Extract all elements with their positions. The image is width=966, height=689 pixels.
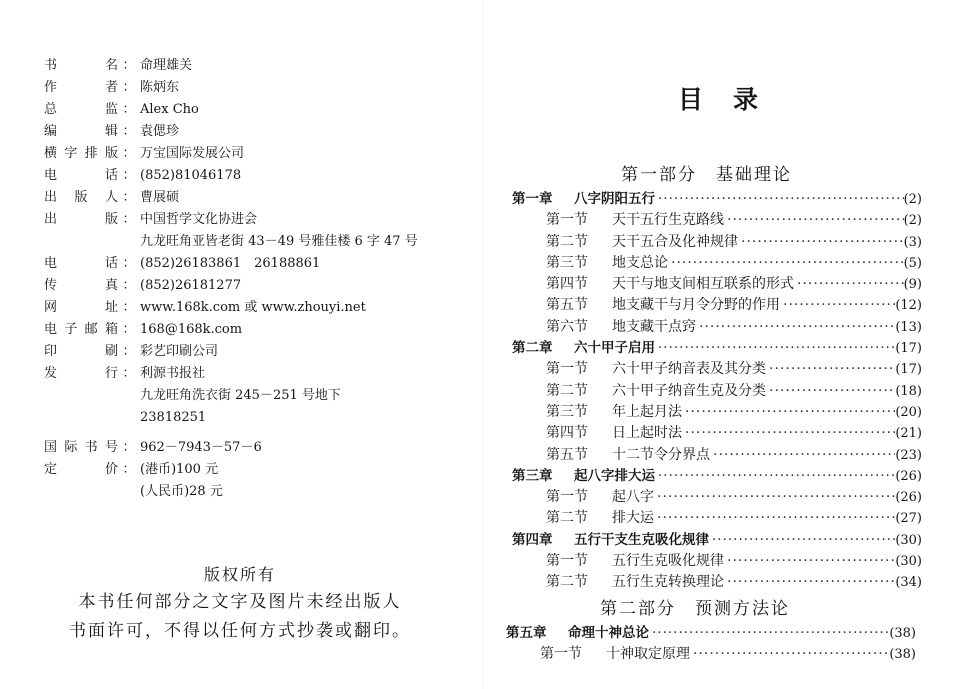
toc-entry-number: 第五章 <box>506 625 547 641</box>
toc-leader-dots <box>649 623 889 644</box>
toc-leader-dots <box>696 317 895 338</box>
colophon-row <box>44 77 464 99</box>
colophon-label: 印刷 <box>44 344 118 359</box>
toc-leader-dots <box>794 274 904 295</box>
colophon-list <box>44 55 464 503</box>
colophon-row <box>44 297 464 319</box>
toc-entry-title: 日上起时法 <box>612 425 682 442</box>
colophon-values <box>140 341 464 363</box>
toc-section-row <box>512 381 922 402</box>
toc-entry-title: 六十甲子启用 <box>574 340 655 357</box>
toc-entry-number: 第四节 <box>546 276 588 293</box>
toc-page-number: (26) <box>895 490 922 506</box>
colophon-values <box>140 165 464 187</box>
toc-page-number: (23) <box>895 447 922 463</box>
colophon-values <box>140 363 464 429</box>
colophon-value: 万宝国际发展公司 <box>140 146 245 161</box>
colophon-label: 出版人 <box>44 190 118 205</box>
colophon-value: 命理雄关 <box>140 58 193 73</box>
toc-part-1-entries <box>512 189 922 594</box>
copyright-line-2: 书面许可，不得以任何方式抄袭或翻印。 <box>69 621 411 641</box>
colophon-label: 横字排版 <box>44 146 118 161</box>
colophon-value: 利源书报社 <box>140 366 206 381</box>
toc-page-number: (21) <box>895 426 922 442</box>
toc-page-number: (12) <box>895 298 922 314</box>
colophon-label: 发行 <box>44 366 118 381</box>
toc-leader-dots <box>780 295 895 316</box>
toc-entry-number: 第二章 <box>512 340 553 357</box>
toc-entry-title: 六十甲子纳音生克及分类 <box>612 382 766 399</box>
colophon-values <box>140 275 464 297</box>
colophon-values <box>140 143 464 165</box>
toc-page-number: (9) <box>903 277 922 293</box>
colophon-label: 编辑 <box>44 124 118 139</box>
toc-chapter-row <box>512 338 922 359</box>
colophon-value: (852)26181277 <box>140 278 242 293</box>
toc-leader-dots <box>724 551 895 572</box>
toc-page-number: (2) <box>903 192 922 207</box>
colophon-values <box>140 55 464 77</box>
toc-section-row <box>512 359 922 380</box>
colophon-values <box>140 209 464 253</box>
toc-leader-dots <box>655 338 895 359</box>
toc-leader-dots <box>724 210 904 231</box>
colophon-label: 定价 <box>44 462 118 477</box>
toc-entry-number: 第一章 <box>512 191 553 207</box>
toc-entry-number: 第一节 <box>546 489 588 506</box>
colophon-colon: ： <box>122 366 136 381</box>
colophon-value: 彩艺印刷公司 <box>140 344 219 359</box>
colophon-value: (港币)100 元 <box>140 462 219 477</box>
colophon-label: 传真 <box>44 278 118 293</box>
toc-entry-title: 天干五合及化神规律 <box>612 233 738 250</box>
colophon-values <box>140 319 464 341</box>
colophon-row <box>44 187 464 209</box>
copyright-line-1: 本书任何部分之文字及图片未经出版人 <box>78 592 402 612</box>
colophon-label: 书名 <box>44 58 118 73</box>
toc-page-number: (17) <box>895 341 922 357</box>
toc-page-number: (27) <box>895 511 922 527</box>
toc-entry-number: 第六节 <box>546 318 588 335</box>
toc-section-row <box>512 210 922 231</box>
toc-page-number: (17) <box>895 362 922 378</box>
colophon-colon: ： <box>122 102 136 117</box>
toc-section-row <box>512 274 922 295</box>
toc-entry-number: 第五节 <box>546 446 588 463</box>
colophon-colon: ： <box>122 124 136 139</box>
colophon-value: Alex Cho <box>140 102 199 117</box>
colophon-values <box>140 121 464 143</box>
colophon-value: www.168k.com 或 www.zhouyi.net <box>140 300 366 315</box>
toc-entry-title: 命理十神总论 <box>568 625 649 641</box>
toc-page <box>483 0 966 689</box>
colophon-row <box>44 459 464 503</box>
colophon-value: 962－7943－57－6 <box>140 440 262 455</box>
colophon-colon: ： <box>122 146 136 161</box>
colophon-row <box>44 99 464 121</box>
toc-entry-title: 排大运 <box>612 510 654 527</box>
colophon-colon: ： <box>122 190 136 205</box>
toc-title: 目录 <box>678 85 789 114</box>
colophon-row <box>44 55 464 77</box>
colophon-values <box>140 187 464 209</box>
colophon-colon: ： <box>122 462 136 477</box>
colophon-colon: ： <box>122 58 136 73</box>
toc-leader-dots <box>655 189 904 210</box>
colophon-label: 电话 <box>44 168 118 183</box>
toc-entry-number: 第三节 <box>546 254 588 271</box>
colophon-colon: ： <box>122 80 136 95</box>
colophon-row <box>44 275 464 297</box>
toc-leader-dots <box>766 359 895 380</box>
toc-page-number: (5) <box>903 255 922 271</box>
toc-section-row <box>512 423 922 444</box>
toc-part-2-title: 第二部分 预测方法论 <box>600 599 790 619</box>
toc-section-row <box>512 445 922 466</box>
colophon-value: (852)81046178 <box>140 168 242 183</box>
toc-leader-dots <box>710 445 895 466</box>
toc-entry-title: 五行干支生克吸化规律 <box>574 531 709 548</box>
toc-entry-number: 第二节 <box>546 382 588 399</box>
toc-section-row <box>512 487 922 508</box>
toc-page-number: (38) <box>889 626 916 641</box>
toc-entry-title: 十二节令分界点 <box>612 446 710 463</box>
colophon-value: 袁偲珍 <box>140 124 180 139</box>
colophon-value: 中国哲学文化协进会 <box>140 212 258 227</box>
toc-page-number: (38) <box>889 647 916 663</box>
toc-entry-number: 第二节 <box>546 233 588 250</box>
toc-entry-title: 年上起月法 <box>612 403 682 420</box>
toc-entry-number: 第四节 <box>546 425 588 442</box>
toc-leader-dots <box>654 508 895 529</box>
toc-part-1-title: 第一部分 基础理论 <box>621 165 792 185</box>
colophon-colon: ： <box>122 256 136 271</box>
toc-section-row <box>512 508 922 529</box>
colophon-label: 网址 <box>44 300 118 315</box>
toc-page-number: (18) <box>895 383 922 399</box>
colophon-colon: ： <box>122 344 136 359</box>
colophon-row <box>44 165 464 187</box>
toc-page-number: (26) <box>895 468 922 484</box>
toc-leader-dots <box>682 423 895 444</box>
colophon-value: (852)26183861 26188861 <box>140 256 321 271</box>
toc-section-row <box>512 402 922 423</box>
colophon-label: 国际书号 <box>44 440 118 455</box>
colophon-value: 九龙旺角洗衣街 245－251 号地下 <box>140 388 341 403</box>
colophon-value: (人民币)28 元 <box>140 484 223 499</box>
toc-page-number: (3) <box>903 234 922 250</box>
toc-leader-dots <box>690 644 889 665</box>
toc-leader-dots <box>655 466 895 487</box>
colophon-row <box>44 121 464 143</box>
toc-entry-number: 第一节 <box>546 361 588 378</box>
toc-section-row <box>512 551 922 572</box>
toc-entry-number: 第三节 <box>546 403 588 420</box>
toc-entry-title: 六十甲子纳音表及其分类 <box>612 361 766 378</box>
colophon-row <box>44 341 464 363</box>
colophon-colon: ： <box>122 278 136 293</box>
toc-chapter-row <box>506 623 916 644</box>
colophon-row <box>44 253 464 275</box>
colophon-colon: ： <box>122 212 136 227</box>
colophon-colon: ： <box>122 168 136 183</box>
colophon-row <box>44 363 464 429</box>
copyright-title: 版权所有 <box>203 565 276 584</box>
toc-page-number: (30) <box>895 554 922 570</box>
toc-section-row <box>512 253 922 274</box>
colophon-values <box>140 459 464 503</box>
colophon-value: 168@168k.com <box>140 322 243 337</box>
colophon-values <box>140 99 464 121</box>
toc-entry-number: 第二节 <box>546 510 588 527</box>
colophon-values <box>140 77 464 99</box>
colophon-values <box>140 297 464 319</box>
toc-page-number: (20) <box>895 404 922 420</box>
toc-leader-dots <box>766 381 895 402</box>
colophon-value: 23818251 <box>140 410 207 425</box>
toc-leader-dots <box>682 402 895 423</box>
toc-section-row <box>512 572 922 593</box>
toc-entry-title: 天干与地支间相互联系的形式 <box>612 276 794 293</box>
toc-leader-dots <box>738 232 904 253</box>
toc-entry-title: 八字阴阳五行 <box>574 191 655 207</box>
toc-entry-number: 第三章 <box>512 467 553 484</box>
toc-leader-dots <box>724 572 895 593</box>
colophon-label: 作者 <box>44 80 118 95</box>
colophon-label: 电子邮箱 <box>44 322 118 337</box>
toc-entry-number: 第四章 <box>512 531 553 548</box>
toc-entry-number: 第五节 <box>546 297 588 314</box>
toc-chapter-row <box>512 466 922 487</box>
toc-section-row <box>506 644 916 665</box>
toc-entry-number: 第一节 <box>546 553 588 570</box>
toc-page-number: (30) <box>895 532 922 548</box>
toc-entry-number: 第一节 <box>546 212 588 229</box>
colophon-label: 总监 <box>44 102 118 117</box>
toc-entry-number: 第二节 <box>546 574 588 591</box>
colophon-row <box>44 143 464 165</box>
toc-entry-title: 五行生克转换理论 <box>612 574 724 591</box>
colophon-colon: ： <box>122 440 136 455</box>
toc-section-row <box>512 232 922 253</box>
colophon-label: 出版 <box>44 212 118 227</box>
colophon-label: 电话 <box>44 256 118 271</box>
toc-page-number: (2) <box>903 213 922 229</box>
colophon-colon: ： <box>122 300 136 315</box>
colophon-value: 曹展硕 <box>140 190 180 205</box>
toc-leader-dots <box>668 253 904 274</box>
colophon-colon: ： <box>122 322 136 337</box>
colophon-value: 陈炳东 <box>140 80 180 95</box>
colophon-row <box>44 319 464 341</box>
toc-chapter-row <box>512 189 922 210</box>
toc-entry-title: 地支藏干点窍 <box>612 318 696 335</box>
toc-entry-title: 地支总论 <box>612 254 668 271</box>
toc-entry-title: 起八字 <box>612 489 654 506</box>
colophon-values <box>140 437 464 459</box>
toc-entry-title: 天干五行生克路线 <box>612 212 724 229</box>
toc-section-row <box>512 295 922 316</box>
toc-section-row <box>512 317 922 338</box>
colophon-value: 九龙旺角亚皆老街 43－49 号雅佳楼 6 字 47 号 <box>140 234 418 249</box>
toc-chapter-row <box>512 530 922 551</box>
toc-entry-title: 地支藏干与月令分野的作用 <box>612 297 780 314</box>
toc-part-2-entries <box>506 623 916 666</box>
toc-leader-dots <box>654 487 895 508</box>
colophon-values <box>140 253 464 275</box>
toc-entry-title: 十神取定原理 <box>606 646 690 663</box>
toc-page-number: (34) <box>895 575 922 591</box>
toc-entry-number: 第一节 <box>540 646 582 663</box>
toc-page-number: (13) <box>895 319 922 335</box>
toc-leader-dots <box>709 530 895 551</box>
toc-entry-title: 起八字排大运 <box>574 467 655 484</box>
colophon-row <box>44 437 464 459</box>
colophon-row <box>44 209 464 253</box>
copyright-notice <box>30 562 450 646</box>
toc-entry-title: 五行生克吸化规律 <box>612 553 724 570</box>
